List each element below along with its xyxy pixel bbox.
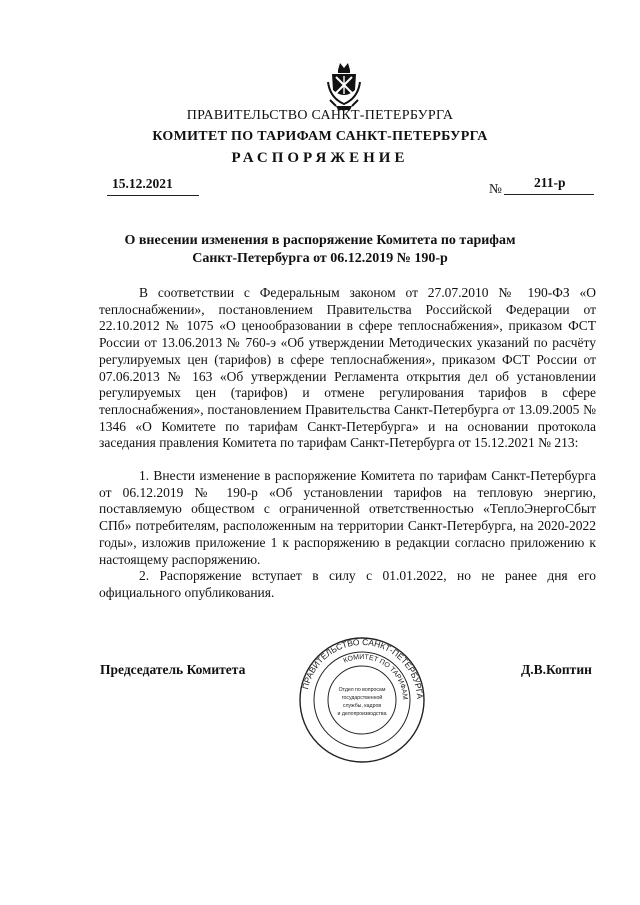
signatory-title: Председатель Комитета (100, 662, 246, 677)
coat-of-arms-icon (326, 60, 362, 112)
stamp-center-line-2: государственной (341, 695, 383, 701)
document-subject (60, 232, 580, 268)
document-number: 211-р (534, 175, 566, 190)
preamble-paragraph: В соответствии с Федеральным законом от 27.07.2010 № 190-ФЗ «О теплоснабжении», постановлением Правительства Российской Федерации от 22.10.2012 № 1075 «О ценообразовании в сфере теплоснабжения», приказом ФСТ России от 13.06.2013 № 760-э «Об утверждении Методических указаний по расчёту регулируемых цен (тарифов) в сфере теплоснабжения», приказом ФСТ России от 07.06.2013 № 163 «Об утверждении Регламента открытия дел об установлении регулируемых цен (тарифов) и отмене регулирования тарифов в сфере теплоснабжения», постановлением Правительства Санкт-Петербурга от 13.09.2005 № 1346 «О Комитете по тарифам Санкт-Петербурга» и на основании протокола заседания правления Комитета по тарифам Санкт-Петербурга от 15.12.2021 № 213: (99, 285, 596, 451)
committee-name: КОМИТЕТ ПО ТАРИФАМ САНКТ-ПЕТЕРБУРГА (152, 129, 488, 144)
stamp-outer-text: ПРАВИТЕЛЬСТВО САНКТ-ПЕТЕРБУРГА (300, 636, 426, 700)
number-underline (504, 194, 594, 195)
stamp-center-line-4: и делопроизводства (337, 711, 387, 717)
stamp-center-line-1: Отдел по вопросам (338, 687, 386, 693)
subject-line-1: О внесении изменения в распоряжение Комитета по тарифам (124, 233, 516, 248)
subject-line-2: Санкт-Петербурга от 06.12.2019 № 190-р (192, 251, 448, 266)
item-1-paragraph: 1. Внести изменение в распоряжение Комитета по тарифам Санкт-Петербурга от 06.12.2019 № 190-р «Об установлении тарифов на тепловую энергию, поставляемую обществом с ограниченной ответственностью «ТеплоЭнергоСбыт СПб» потребителям, расположенным на территории Санкт-Петербурга, на 2020-2022 годы», изложив приложение 1 к распоряжению в редакции согласно приложению к настоящему распоряжению. (99, 468, 596, 567)
date-underline (107, 195, 199, 196)
government-name: ПРАВИТЕЛЬСТВО САНКТ-ПЕТЕРБУРГА (186, 108, 454, 123)
item-2-paragraph: 2. Распоряжение вступает в силу с 01.01.2022, но не ранее дня его официального опубликования. (99, 568, 596, 600)
document-date: 15.12.2021 (112, 176, 173, 191)
document-type: РАСПОРЯЖЕНИЕ (231, 150, 409, 166)
document-body (99, 285, 596, 602)
stamp-inner-text: КОМИТЕТ ПО ТАРИФАМ (342, 653, 409, 700)
number-sign: № (489, 181, 502, 196)
official-stamp-icon (298, 636, 426, 764)
signatory-name: Д.В.Коптин (521, 662, 592, 677)
stamp-center-line-3: службы, кадров (342, 703, 382, 709)
